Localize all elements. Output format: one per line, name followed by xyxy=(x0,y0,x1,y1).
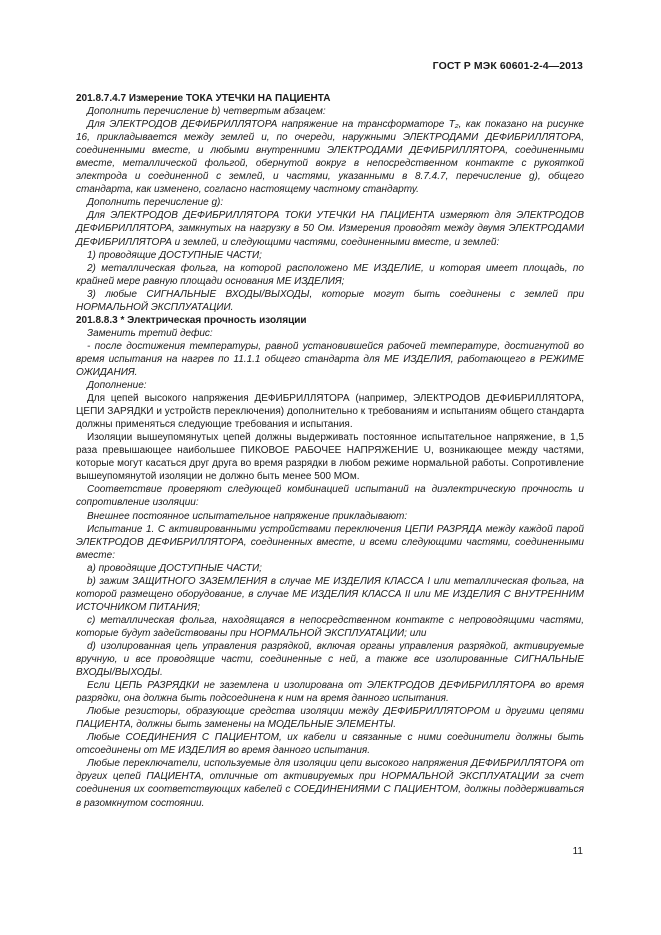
paragraph: Дополнение: xyxy=(87,380,147,392)
paragraph: Дополнить перечисление b) четвертым абзацем: xyxy=(87,106,326,118)
section-heading-201-8-7-4-7: 201.8.7.4.7 Измерение ТОКА УТЕЧКИ НА ПАЦИЕНТА xyxy=(76,93,331,104)
paragraph: Изоляции вышеупомянутых цепей должны выдерживать постоянное испытательное напряжение, в 1,5 раза превышающее наибольшее ПИКОВОЕ РАБОЧЕЕ НАПРЯЖЕНИЕ U, возникающее между частями, которые могут касаться друг друга во время разрядки в любом режиме нормальной работы. Сопротивление вышеупомянутой изоляции не должно быть менее 500 МОм. xyxy=(76,432,584,483)
paragraph: Любые переключатели, используемые для изоляции цепи высокого напряжения ДЕФИБРИЛЛЯТОРА от других цепей ПАЦИЕНТА, отличные от активируемых при НОРМАЛЬНОЙ ЭКСПЛУАТАЦИИ за счет соединения их соответствующих кабелей с СОЕДИНЕНИЯМИ С ПАЦИЕНТОМ, должны поддерживаться в разомкнутом состоянии. xyxy=(76,758,584,809)
list-item: 2) металлическая фольга, на которой расположено МЕ ИЗДЕЛИЕ, и которая имеет площадь, по крайней мере равную площади основания МЕ ИЗДЕЛИЯ; xyxy=(76,262,584,287)
paragraph: Любые СОЕДИНЕНИЯ С ПАЦИЕНТОМ, их кабели и связанные с ними соединители должны быть отсоединены от МЕ ИЗДЕЛИЯ во время данного испытания. xyxy=(76,732,584,757)
list-item: d) изолированная цепь управления разрядкой, включая органы управления разрядкой, активируемые вручную, и все проводящие части, соединенные с ней, а также все изолированные СИГНАЛЬНЫЕ ВХОДЫ/ВЫХОДЫ. xyxy=(76,640,584,679)
paragraph: Дополнить перечисление g): xyxy=(87,197,224,209)
section-heading-201-8-8-3: 201.8.8.3 * Электрическая прочность изоляции xyxy=(76,314,307,326)
paragraph: Испытание 1. С активированными устройствами переключения ЦЕПИ РАЗРЯДА между каждой парой ЭЛЕКТРОДОВ ДЕФИБРИЛЛЯТОРА, соединенных вместе, и всеми следующими частями, соединенными вместе: xyxy=(76,523,584,561)
paragraph: Любые резисторы, образующие средства изоляции между ДЕФИБРИЛЛЯТОРОМ и другими цепями ПАЦИЕНТА, должны быть заменены на МОДЕЛЬНЫЕ ЭЛЕМЕНТЫ. xyxy=(76,706,584,731)
list-item: 1) проводящие ДОСТУПНЫЕ ЧАСТИ; xyxy=(87,249,262,261)
paragraph: Для цепей высокого напряжения ДЕФИБРИЛЛЯТОРА (например, ЭЛЕКТРОДОВ ДЕФИБРИЛЛЯТОРА, ЦЕПИ ЗАРЯДКИ и устройств переключения) дополнительно к требованиям и испытаниям общего стандарта должны применяться следующие требования и испытания. xyxy=(76,393,584,431)
list-item: 3) любые СИГНАЛЬНЫЕ ВХОДЫ/ВЫХОДЫ, которые могут быть соединены с землей при НОРМАЛЬНОЙ ЭКСПЛУАТАЦИИ. xyxy=(76,288,584,313)
paragraph: - после достижения температуры, равной установившейся рабочей температуре, достигнутой во время испытания на нагрев по 11.1.1 общего стандарта для МЕ ИЗДЕЛИЯ, работающего в РЕЖИМЕ ОЖИДАНИЯ. xyxy=(76,340,584,378)
paragraph: Внешнее постоянное испытательное напряжение прикладывают: xyxy=(87,510,408,522)
paragraph: Заменить третий дефис: xyxy=(87,327,213,339)
list-item: a) проводящие ДОСТУПНЫЕ ЧАСТИ; xyxy=(87,562,262,574)
paragraph: Для ЭЛЕКТРОДОВ ДЕФИБРИЛЛЯТОРА напряжение на трансформаторе T₂, как показано на рисунке 16, прикладывается между землей и, по очереди, наружными ЭЛЕКТРОДАМИ ДЕФИБРИЛЛЯТОРА, соединенными вместе, и любыми внутренними ЭЛЕКТРОДАМИ ДЕФИБРИЛЛЯТОРА, соединенными вместе, металлической фольгой, обернутой вокруг в непосредственном контакте с рукояткой электрода и соединенной с землей, и частями, указанными в 8.7.4.7, перечисление g), общего стандарта, как изменено, согласно настоящему частному стандарту. xyxy=(76,119,584,196)
paragraph: Если ЦЕПЬ РАЗРЯДКИ не заземлена и изолирована от ЭЛЕКТРОДОВ ДЕФИБРИЛЛЯТОРА во время разрядки, она должна быть подсоединена к ним на время данного испытания. xyxy=(76,680,584,705)
standard-header: ГОСТ Р МЭК 60601-2-4—2013 xyxy=(432,60,583,72)
list-item: b) зажим ЗАЩИТНОГО ЗАЗЕМЛЕНИЯ в случае МЕ ИЗДЕЛИЯ КЛАССА I или металлическая фольга, на которой размещено оборудование, в случае МЕ ИЗДЕЛИЯ КЛАССА II или МЕ ИЗДЕЛИЯ С ВНУТРЕННИМ ИСТОЧНИКОМ ПИТАНИЯ; xyxy=(76,575,584,613)
page-number: 11 xyxy=(572,846,583,857)
list-item: c) металлическая фольга, находящаяся в непосредственном контакте с непроводящими частями, которые будут задействованы при НОРМАЛЬНОЙ ЭКСПЛУАТАЦИИ; или xyxy=(76,614,584,639)
paragraph: Для ЭЛЕКТРОДОВ ДЕФИБРИЛЛЯТОРА ТОКИ УТЕЧКИ НА ПАЦИЕНТА измеряют для ЭЛЕКТРОДОВ ДЕФИБРИЛЛЯТОРА, замкнутых на нагрузку в 50 Ом. Измерения проводят между двумя ЭЛЕКТРОДАМИ ДЕФИБРИЛЛЯТОРА и землей, и следующими частями, соединенными вместе, и землей: xyxy=(76,210,584,248)
body-text xyxy=(76,92,584,810)
paragraph: Соответствие проверяют следующей комбинацией испытаний на диэлектрическую прочность и сопротивление изоляции: xyxy=(76,484,584,509)
